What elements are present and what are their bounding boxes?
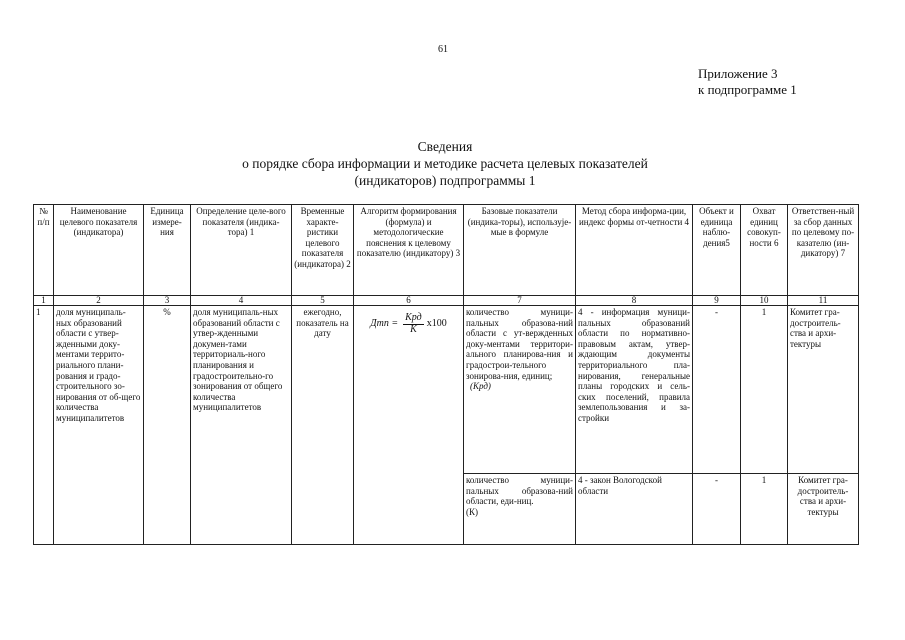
table-row	[34, 306, 859, 474]
header-cell: Алгоритм формирования (формула) и методологические пояснения к целевому показателю (индикатору) 3	[354, 205, 464, 296]
header-cell: Ответствен-ный за сбор данных по целевому по-казателю (ин-дикатору) 7	[788, 205, 859, 296]
base-indicator-cell	[464, 306, 576, 474]
formula-fraction	[403, 313, 424, 335]
column-number: 8	[576, 296, 693, 306]
responsible-cell: Комитет гра-достроитель-ства и архи-тектуры	[788, 306, 859, 474]
header-cell: Наименование целевого показателя (индикатора)	[54, 205, 144, 296]
indicators-table	[33, 204, 859, 545]
unit-cell: %	[144, 306, 191, 545]
column-number: 1	[34, 296, 54, 306]
base-indicator-text: количество муници-пальных образова-ний области с ут-вержденных доку-ментами территори-ального планирова-ния и градострои-тельного зонирова-ния, единиц;	[466, 307, 573, 381]
title-line-2: о порядке сбора информации и методике расчета целевых показателей	[242, 156, 648, 171]
appendix-note	[698, 66, 797, 98]
indicator-name: доля муниципаль-ных образований области с утвер-жденными доку-ментами террито-риального плани-рования и градо-строительного зо-нирования от об-щего количества муниципалитетов	[54, 306, 144, 545]
method-cell: 4 - информация муници-пальных образований области по нормативно-правовым актам, утвер-ждающим документы территориального пла-нирования, генеральные планы городских и сель-ских поселений, правила землепользования и за-стройки	[576, 306, 693, 474]
responsible-cell: Комитет гра-достроитель-ства и архи-тектуры	[788, 474, 859, 545]
title-line-3: (индикаторов) подпрограммы 1	[354, 173, 536, 188]
coverage-cell: 1	[741, 306, 788, 474]
definition-cell: доля муниципаль-ных образований области с утвер-жденными докумен-тами территориаль-ного планирования и градостроительно-го зонирования от общего количества муниципалитетов	[191, 306, 292, 545]
column-number: 6	[354, 296, 464, 306]
base-indicator-text: количество муници-пальных образова-ний области, еди-ниц.	[466, 475, 573, 507]
column-number: 3	[144, 296, 191, 306]
page-number: 61	[438, 44, 448, 55]
object-cell: -	[693, 474, 741, 545]
base-indicator-symbol: (Крд)	[470, 381, 491, 392]
header-cell: Базовые показатели (индика-торы), использује-мые в формуле	[464, 205, 576, 296]
formula-lhs: Дтп =	[370, 317, 399, 329]
base-indicator-cell	[464, 474, 576, 545]
object-cell: -	[693, 306, 741, 474]
document-title	[180, 138, 710, 189]
time-characteristics-cell: ежегодно, показатель на дату	[292, 306, 354, 545]
column-number: 4	[191, 296, 292, 306]
method-cell: 4 - закон Вологодской области	[576, 474, 693, 545]
column-number: 2	[54, 296, 144, 306]
column-numbers-row	[34, 296, 859, 306]
appendix-line-1: Приложение 3	[698, 66, 778, 81]
formula-denominator: К	[410, 323, 417, 335]
column-number: 10	[741, 296, 788, 306]
formula-cell	[354, 306, 464, 545]
header-cell: Определение целе-вого показателя (индика-тора) 1	[191, 205, 292, 296]
column-number: 11	[788, 296, 859, 306]
header-cell: № п/п	[34, 205, 54, 296]
formula	[356, 313, 461, 335]
column-number: 5	[292, 296, 354, 306]
header-cell: Временные характе-ристики целевого показателя (индикатора) 2	[292, 205, 354, 296]
column-number: 9	[693, 296, 741, 306]
header-cell: Охват единиц совокуп-ности 6	[741, 205, 788, 296]
header-cell: Метод сбора информа-ции, индекс формы от-четности 4	[576, 205, 693, 296]
column-number: 7	[464, 296, 576, 306]
formula-multiplier: x100	[426, 317, 447, 329]
formula-numerator: Крд	[405, 312, 422, 323]
base-indicator-symbol: (К)	[466, 506, 478, 517]
header-cell: Объект и единица наблю-дения5	[693, 205, 741, 296]
row-number: 1	[34, 306, 54, 545]
appendix-line-2: к подпрограмме 1	[698, 82, 797, 97]
coverage-cell: 1	[741, 474, 788, 545]
title-line-1: Сведения	[417, 139, 473, 154]
table-header-row	[34, 205, 859, 296]
header-cell: Единица измере-ния	[144, 205, 191, 296]
